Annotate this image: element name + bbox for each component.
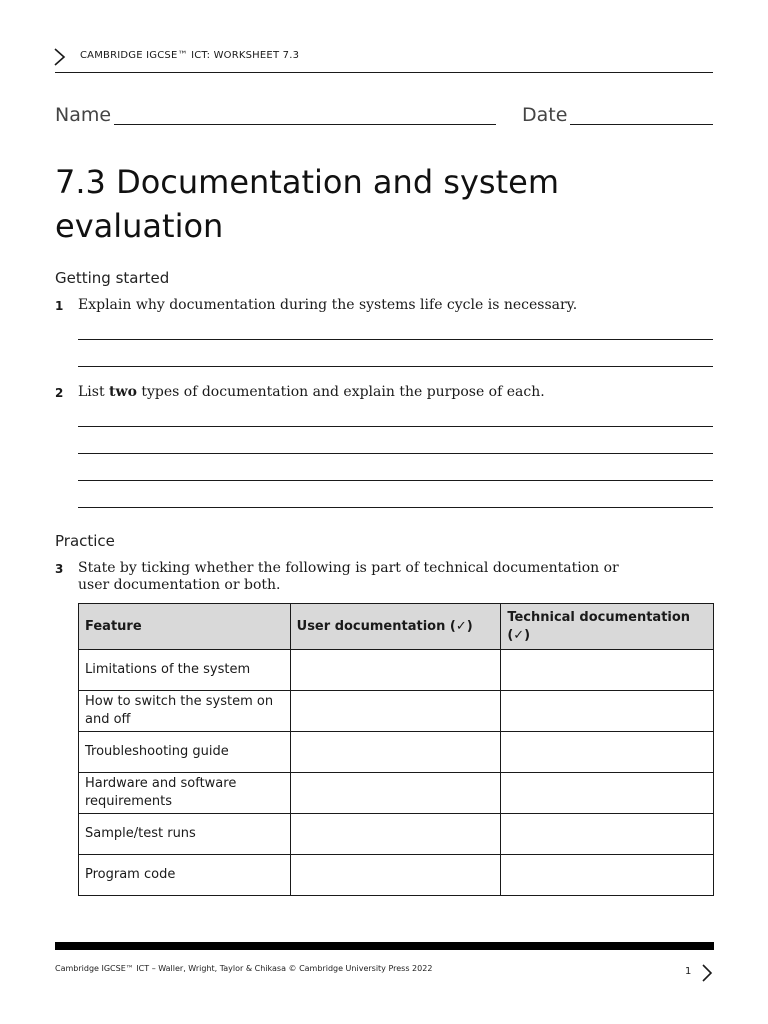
technical-tick-cell[interactable] <box>501 814 714 855</box>
answer-line[interactable] <box>78 480 713 481</box>
feature-cell: Program code <box>79 855 291 896</box>
chevron-right-icon <box>52 47 68 67</box>
table-row <box>79 855 714 896</box>
technical-tick-cell[interactable] <box>501 650 714 691</box>
question-text <box>78 384 713 401</box>
technical-tick-cell[interactable] <box>501 773 714 814</box>
footer-credit: Cambridge IGCSE™ ICT – Waller, Wright, Taylor & Chikasa © Cambridge University Press 2022 <box>55 964 433 973</box>
feature-cell: Sample/test runs <box>79 814 291 855</box>
table-row <box>79 773 714 814</box>
question-text: State by ticking whether the following is part of technical documentation or user documentation or both. <box>78 560 619 593</box>
user-tick-cell[interactable] <box>290 732 501 773</box>
page-title: 7.3 Documentation and system evaluation <box>55 163 559 245</box>
table-row <box>79 732 714 773</box>
question-text-emphasis: two <box>109 384 137 400</box>
answer-line[interactable] <box>78 507 713 508</box>
question-text-pre: List <box>78 384 110 400</box>
footer-bar <box>55 942 714 950</box>
section-heading-practice: Practice <box>55 532 115 550</box>
answer-line[interactable] <box>78 339 713 340</box>
feature-table <box>78 603 714 896</box>
answer-line[interactable] <box>78 366 713 367</box>
name-label: Name <box>55 104 112 126</box>
page-number: 1 <box>685 966 692 977</box>
table-header-row <box>79 604 714 650</box>
worksheet-header: CAMBRIDGE IGCSE™ ICT: WORKSHEET 7.3 <box>80 50 300 61</box>
answer-line[interactable] <box>78 426 713 427</box>
user-tick-cell[interactable] <box>290 691 501 732</box>
question-number: 2 <box>55 386 64 400</box>
date-field[interactable] <box>570 124 713 125</box>
user-tick-cell[interactable] <box>290 814 501 855</box>
header-rule <box>55 72 713 73</box>
table-row <box>79 691 714 732</box>
column-header-feature: Feature <box>79 604 291 650</box>
technical-tick-cell[interactable] <box>501 855 714 896</box>
section-heading-getting-started: Getting started <box>55 269 170 287</box>
question-number: 1 <box>55 299 64 313</box>
name-field[interactable] <box>114 124 496 125</box>
technical-tick-cell[interactable] <box>501 691 714 732</box>
technical-tick-cell[interactable] <box>501 732 714 773</box>
next-page-chevron-icon[interactable] <box>700 963 714 983</box>
feature-cell: How to switch the system on and off <box>79 691 291 732</box>
feature-cell: Limitations of the system <box>79 650 291 691</box>
column-header-user-documentation: User documentation (✓) <box>290 604 501 650</box>
column-header-technical-documentation: Technical documentation (✓) <box>501 604 714 650</box>
table-row <box>79 650 714 691</box>
table-row <box>79 814 714 855</box>
user-tick-cell[interactable] <box>290 855 501 896</box>
feature-cell: Troubleshooting guide <box>79 732 291 773</box>
question-number: 3 <box>55 562 64 576</box>
user-tick-cell[interactable] <box>290 650 501 691</box>
answer-line[interactable] <box>78 453 713 454</box>
date-label: Date <box>522 104 568 126</box>
user-tick-cell[interactable] <box>290 773 501 814</box>
question-text-post: types of documentation and explain the purpose of each. <box>136 384 545 400</box>
feature-cell: Hardware and software requirements <box>79 773 291 814</box>
question-text: Explain why documentation during the systems life cycle is necessary. <box>78 297 578 313</box>
